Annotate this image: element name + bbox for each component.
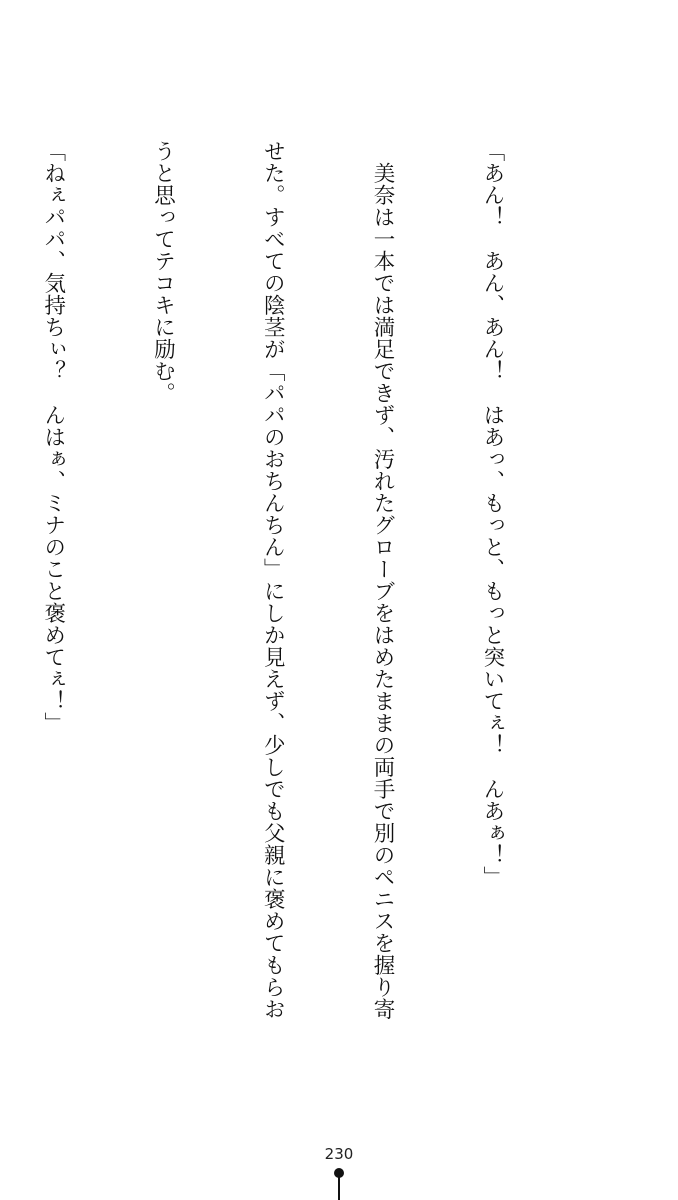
marker-stem [338, 1176, 340, 1200]
text-line: 「ねぇパパ、気持ちぃ？ んはぁ、ミナのこと褒めてぇ！」 [40, 140, 66, 734]
page-marker-icon [334, 1168, 344, 1200]
page-number: 230 [324, 1145, 354, 1163]
text-line: 「あん！ あん、あん！ はあっ、もっと、もっと突いてぇ！ んあぁ！」 [479, 140, 505, 888]
text-line: うと思ってテコキに励む。 [150, 140, 176, 404]
vertical-body-text [0, 140, 583, 1020]
text-line: せた。すべての陰茎が「パパのおちんちん」にしか見えず、少しでも父親に褒めてもらお [260, 140, 286, 1020]
text-line: 美奈は一本では満足できず、汚れたグローブをはめたままの両手で別のペニスを握り寄 [370, 140, 396, 1020]
